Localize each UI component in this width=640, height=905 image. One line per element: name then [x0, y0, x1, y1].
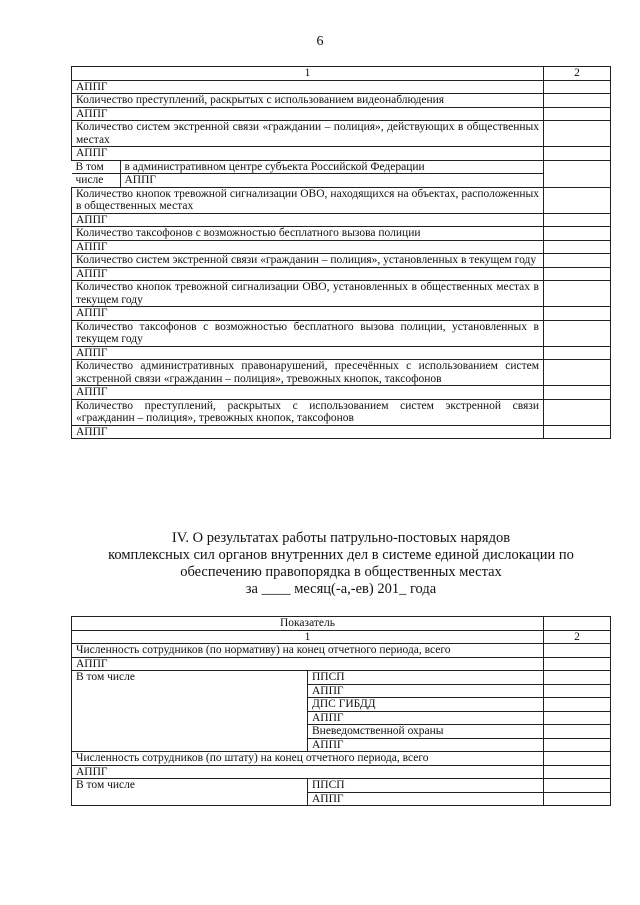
value-cell: [544, 213, 611, 227]
table-row: [72, 386, 611, 400]
table-row: [72, 187, 611, 213]
value-cell: [544, 281, 611, 307]
page-number: 6: [316, 34, 324, 49]
value-cell: [544, 779, 611, 793]
table-row: [72, 281, 611, 307]
header-empty: [544, 617, 611, 631]
value-cell: [544, 725, 611, 739]
row-label: Количество таксофонов с возможностью бесплатного вызова полиции, установленных в текущем году: [72, 320, 544, 346]
value-cell: [544, 121, 611, 147]
section-title-line: за ____ месяц(-а,-ев) 201_ года: [245, 581, 437, 597]
table-row: [72, 360, 611, 386]
table-row: [72, 644, 611, 658]
value-cell: [544, 94, 611, 108]
value-cell: [544, 227, 611, 241]
header-col-1: 1: [72, 67, 544, 81]
table-row: [72, 399, 611, 425]
row-label: АППГ: [308, 792, 544, 806]
value-cell: [544, 711, 611, 725]
row-label: АППГ: [308, 684, 544, 698]
row-label: Количество таксофонов с возможностью бесплатного вызова полиции: [72, 227, 544, 241]
value-cell: [544, 160, 611, 187]
row-label: Численность сотрудников (по нормативу) на конец отчетного периода, всего: [72, 644, 544, 658]
row-label: Количество преступлений, раскрытых с использованием систем экстренной связи «гражданин – полиция», тревожных кнопок, таксофонов: [72, 399, 544, 425]
value-cell: [544, 320, 611, 346]
table-row-subgroup: [72, 160, 611, 187]
row-label: АППГ: [72, 240, 544, 254]
value-cell: [544, 254, 611, 268]
row-label: АППГ: [72, 80, 544, 94]
table-row: [72, 765, 611, 779]
value-cell: [544, 765, 611, 779]
in-number-label: В том числе: [72, 671, 308, 752]
row-label: АППГ: [308, 738, 544, 752]
row-label: АППГ: [72, 213, 544, 227]
row-label: ППСП: [308, 779, 544, 793]
section-title-line: обеспечению правопорядка в общественных местах: [180, 564, 502, 580]
value-cell: [544, 307, 611, 321]
row-label: АППГ: [72, 307, 544, 321]
value-cell: [544, 346, 611, 360]
value-cell: [544, 399, 611, 425]
row-label: Количество систем экстренной связи «гражданин – полиция», установленных в текущем году: [72, 254, 544, 268]
table-header-row: [72, 67, 611, 81]
value-cell: [544, 187, 611, 213]
subgroup-cell: [72, 160, 544, 187]
table-row: [72, 121, 611, 147]
section-title-line: IV. О результатах работы патрульно-постовых нарядов: [171, 530, 511, 546]
row-label: АППГ: [72, 386, 544, 400]
table-row: [72, 752, 611, 766]
value-cell: [544, 360, 611, 386]
row-label: АППГ: [72, 346, 544, 360]
header-col-2: 2: [544, 630, 611, 644]
value-cell: [544, 267, 611, 281]
row-label: АППГ: [72, 267, 544, 281]
value-cell: [544, 752, 611, 766]
row-label: Количество кнопок тревожной сигнализации ОВО, установленных в общественных местах в текущем году: [72, 281, 544, 307]
table-row: [72, 307, 611, 321]
table-row: [72, 147, 611, 161]
value-cell: [544, 147, 611, 161]
value-cell: [544, 240, 611, 254]
subgroup-label-top: В том: [72, 161, 121, 174]
value-cell: [544, 386, 611, 400]
value-cell: [544, 698, 611, 712]
value-cell: [544, 657, 611, 671]
table-row: [72, 267, 611, 281]
table-header-row: [72, 630, 611, 644]
row-label: АППГ: [308, 711, 544, 725]
table-row: [72, 240, 611, 254]
value-cell: [544, 644, 611, 658]
section-title: [71, 530, 611, 598]
table-row: [72, 227, 611, 241]
row-label: Количество преступлений, раскрытых с использованием видеонаблюдения: [72, 94, 544, 108]
row-label: Вневедомственной охраны: [308, 725, 544, 739]
in-number-label: В том числе: [72, 779, 308, 806]
table-row: [72, 254, 611, 268]
row-label: ДПС ГИБДД: [308, 698, 544, 712]
row-label: ППСП: [308, 671, 544, 685]
table-row: [72, 80, 611, 94]
row-label: АППГ: [72, 107, 544, 121]
indicators-table: [71, 66, 611, 439]
value-cell: [544, 684, 611, 698]
table-row: [72, 213, 611, 227]
subgroup-label-bottom: числе: [72, 174, 121, 187]
value-cell: [544, 425, 611, 439]
value-cell: [544, 792, 611, 806]
value-cell: [544, 671, 611, 685]
row-label: АППГ: [72, 147, 544, 161]
table-row: [72, 320, 611, 346]
row-label: Количество систем экстренной связи «граждании – полиция», действующих в общественных местах: [72, 121, 544, 147]
value-cell: [544, 107, 611, 121]
value-cell: [544, 80, 611, 94]
row-label: АППГ: [72, 657, 544, 671]
table-row: [72, 94, 611, 108]
subgroup-row-label: в административном центре субъекта Российской Федерации: [124, 160, 425, 173]
header-indicator: Показатель: [72, 617, 544, 631]
header-col-1: 1: [72, 630, 544, 644]
section-title-line: комплексных сил органов внутренних дел в системе единой дислокации по: [108, 547, 574, 563]
table-row: [72, 425, 611, 439]
value-cell: [544, 738, 611, 752]
row-label: АППГ: [72, 425, 544, 439]
table-header-row: [72, 617, 611, 631]
table-row: [72, 346, 611, 360]
subgroup-row-label: АППГ: [124, 174, 157, 186]
row-label: АППГ: [72, 765, 544, 779]
row-label: Количество административных правонарушений, пресечённых с использованием систем экстренной связи «гражданин – полиция», тревожных кнопок, таксофонов: [72, 360, 544, 386]
row-label: Численность сотрудников (по штату) на конец отчетного периода, всего: [72, 752, 544, 766]
header-col-2: 2: [544, 67, 611, 81]
staff-table: [71, 616, 611, 806]
table-row: [72, 107, 611, 121]
table-row: [72, 671, 611, 685]
table-row: [72, 779, 611, 793]
table-row: [72, 657, 611, 671]
row-label: Количество кнопок тревожной сигнализации ОВО, находящихся на объектах, расположенных в общественных местах: [72, 187, 544, 213]
